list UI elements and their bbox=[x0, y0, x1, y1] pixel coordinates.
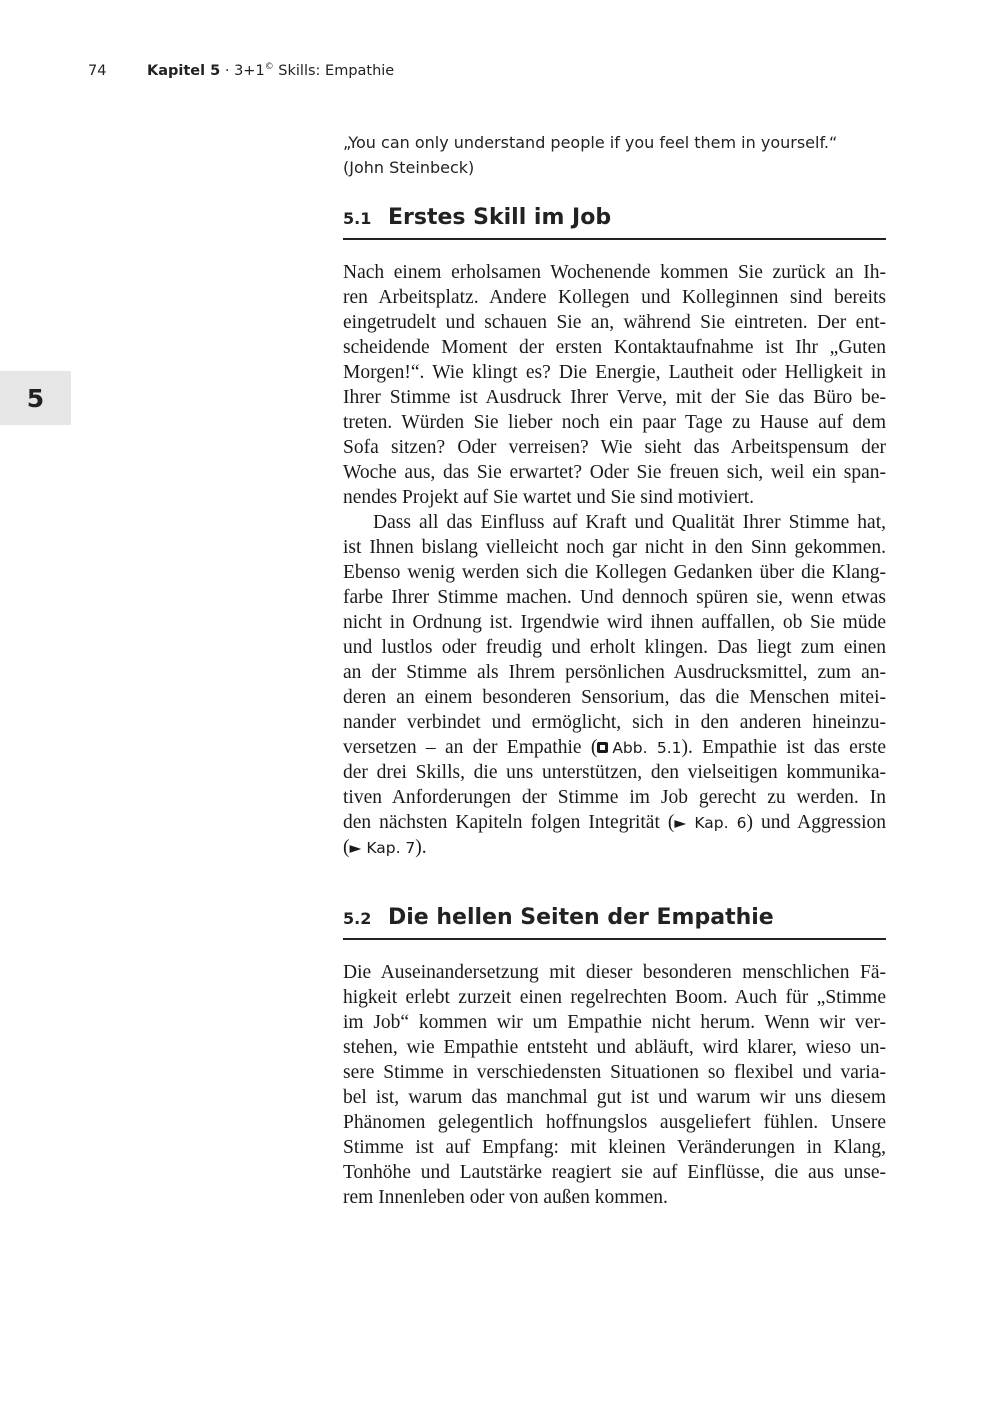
epigraph-author: (John Steinbeck) bbox=[343, 158, 475, 177]
text-line: Ebenso wenig werden sich die Kollegen Gedanken über die Klang- bbox=[343, 562, 886, 583]
text-line: rem Innenleben oder von außen kommen. bbox=[343, 1187, 668, 1208]
chapter-title-prefix: 3+1 bbox=[234, 62, 265, 79]
text-line: und lustlos oder freudig und erholt klingen. Das liegt zum einen bbox=[343, 637, 886, 658]
text-line: bel ist, warum das manchmal gut ist und warum wir uns diesem bbox=[343, 1087, 886, 1108]
text-line: Phänomen gelegentlich hoffnungslos ausgeliefert fühlen. Unsere bbox=[343, 1112, 886, 1133]
text-line: Ihrer Stimme ist Ausdruck Ihrer Verve, mit der Sie das Büro be- bbox=[343, 387, 886, 408]
figure-icon bbox=[597, 742, 608, 753]
text-line: higkeit erlebt zurzeit einen regelrechten Boom. Auch für „Stimme bbox=[343, 987, 886, 1008]
text-line: Sofa sitzen? Oder verreisen? Wie sieht das Arbeitspensum der bbox=[343, 437, 886, 458]
text-line: der drei Skills, die uns unterstützen, den vielseitigen kommunika- bbox=[343, 762, 886, 783]
text-line: Nach einem erholsamen Wochenende kommen Sie zurück an Ih- bbox=[343, 262, 886, 283]
chapter-title-suffix: Skills: Empathie bbox=[273, 62, 395, 79]
chapter-label: Kapitel 5 bbox=[147, 62, 221, 79]
text-line: scheidende Moment der ersten Kontaktaufnahme ist Ihr „Guten bbox=[343, 337, 886, 358]
text-line: nendes Projekt auf Sie wartet und Sie sind motiviert. bbox=[343, 487, 755, 508]
text-line: ren Arbeitsplatz. Andere Kollegen und Kolleginnen sind bereits bbox=[343, 287, 886, 308]
figure-reference-link[interactable] bbox=[597, 739, 681, 757]
section-heading-5-1 bbox=[343, 205, 886, 240]
text-line: tiven Anforderungen der Stimme im Job gerecht zu werden. In bbox=[343, 787, 886, 808]
epigraph bbox=[343, 130, 886, 180]
text-line: nicht in Ordnung ist. Irgendwie wird ihnen auffallen, ob Sie müde bbox=[343, 612, 886, 633]
text-line: treten. Würden Sie lieber noch ein paar Tage zu Hause auf dem bbox=[343, 412, 886, 433]
text-line: Morgen!“. Wie klingt es? Die Energie, Lautheit oder Helligkeit in bbox=[343, 362, 886, 383]
section-number: 5.1 bbox=[343, 209, 372, 228]
header-separator: · bbox=[220, 62, 235, 79]
text-line: nander verbindet und ermöglicht, sich in den anderen hineinzu- bbox=[343, 712, 886, 733]
text-line: eingetrudelt und schauen Sie an, während Sie eintreten. Der ent- bbox=[343, 312, 886, 333]
page-number: 74 bbox=[88, 62, 107, 79]
section-5-1-body bbox=[343, 260, 886, 860]
chapter-tab: 5 bbox=[0, 371, 71, 425]
text-segment: den nächsten Kapiteln folgen Integrität ( bbox=[343, 812, 675, 833]
text-line bbox=[343, 835, 886, 860]
text-line: Dass all das Einfluss auf Kraft und Qualität Ihrer Stimme hat, bbox=[373, 512, 886, 533]
text-line: sere Stimme in verschiedensten Situationen so flexibel und varia- bbox=[343, 1062, 886, 1083]
text-line: an der Stimme als Ihrem persönlichen Ausdrucksmittel, zum an- bbox=[343, 662, 886, 683]
text-segment: ) und Aggression bbox=[746, 812, 886, 833]
chapter-6-reference-link[interactable]: ► Kap. 6 bbox=[674, 814, 747, 832]
text-line: Woche aus, das Sie erwartet? Oder Sie freuen sich, weil ein span- bbox=[343, 462, 886, 483]
text-segment: ). bbox=[415, 837, 427, 858]
section-heading-5-2 bbox=[343, 905, 886, 940]
section-number: 5.2 bbox=[343, 909, 372, 928]
text-line: Die Auseinandersetzung mit dieser besonderen menschlichen Fä- bbox=[343, 962, 886, 983]
text-line bbox=[343, 735, 886, 760]
text-line: deren an einem besonderen Sensorium, das die Menschen mitei- bbox=[343, 687, 886, 708]
figure-reference-label: Abb. 5.1 bbox=[612, 739, 682, 757]
section-title: Die hellen Seiten der Empathie bbox=[388, 905, 774, 930]
text-line bbox=[343, 810, 886, 835]
epigraph-quote: „You can only understand people if you feel them in yourself.“ bbox=[343, 133, 838, 152]
running-header bbox=[88, 62, 394, 79]
text-segment: versetzen – an der Empathie ( bbox=[343, 737, 598, 758]
copyright-mark: © bbox=[264, 62, 274, 72]
section-title: Erstes Skill im Job bbox=[388, 205, 612, 230]
text-line: im Job“ kommen wir um Empathie nicht herum. Wenn wir ver- bbox=[343, 1012, 886, 1033]
chapter-7-reference-link[interactable]: ► Kap. 7 bbox=[349, 839, 416, 857]
text-line: stehen, wie Empathie entsteht und abläuft, wird klarer, wieso un- bbox=[343, 1037, 886, 1058]
text-line: Tonhöhe und Lautstärke reagiert sie auf Einflüsse, die aus unse- bbox=[343, 1162, 886, 1183]
text-line: Stimme ist auf Empfang: mit kleinen Veränderungen in Klang, bbox=[343, 1137, 886, 1158]
section-5-2-body bbox=[343, 960, 886, 1210]
text-segment: ( bbox=[343, 837, 350, 858]
text-segment: ). Empathie ist das erste bbox=[681, 737, 886, 758]
text-line: ist Ihnen bislang vielleicht noch gar nicht in den Sinn gekommen. bbox=[343, 537, 886, 558]
text-line: farbe Ihrer Stimme machen. Und dennoch spüren sie, wenn etwas bbox=[343, 587, 886, 608]
